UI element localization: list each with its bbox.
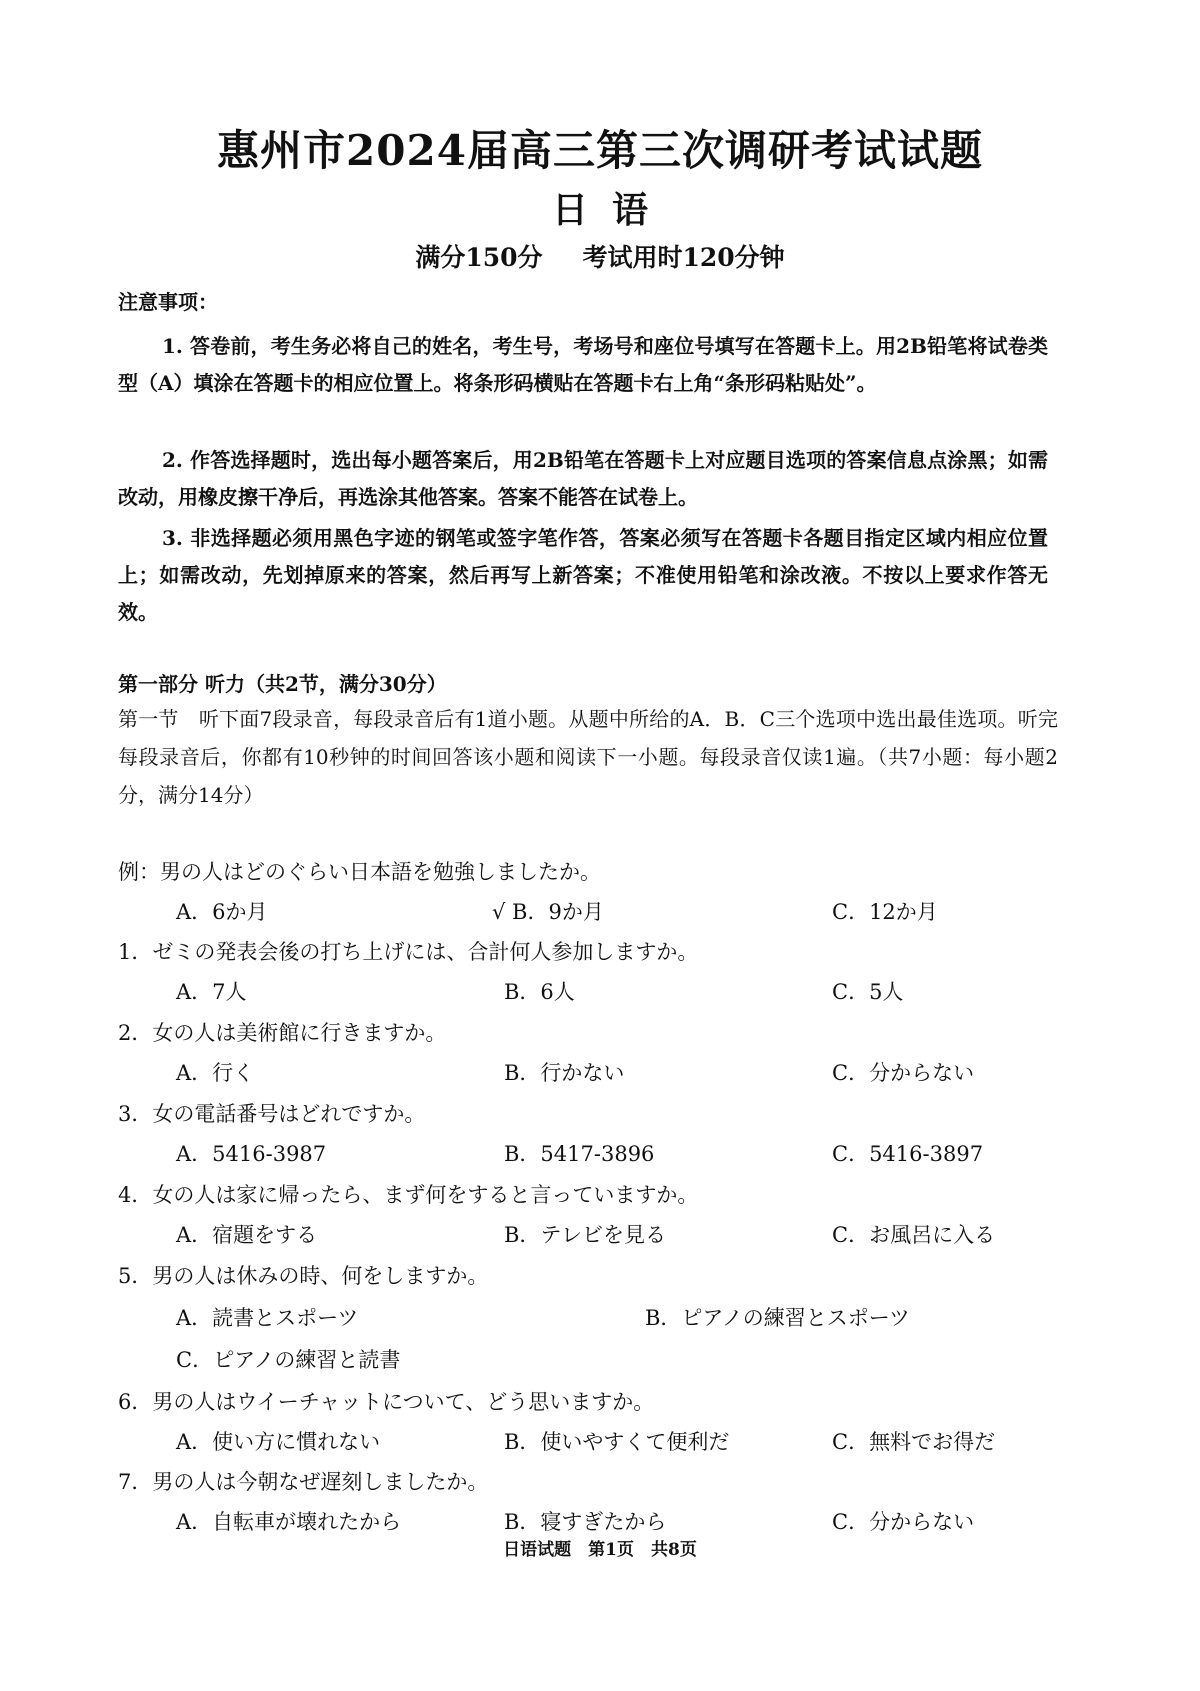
question-4-option-a: A．宿題をする [176, 1223, 318, 1247]
example-option-b: √ B．9か月 [492, 900, 604, 924]
notice-item-3: 3. 非选择题必须用黑色字迹的钢笔或签字笔作答，答案必须写在答题卡各题目指定区域内相应位置上；如需改动，先划掉原来的答案，然后再写上新答案；不准使用铅笔和涂改液。不按以上要求作答无效。 [118, 526, 1048, 624]
question-2: 2．女の人は美術館に行きますか。 [118, 1021, 447, 1045]
notice-item-2: 2. 作答选择题时，选出每小题答案后，用2B铅笔在答题卡上对应题目选项的答案信息点涂黑；如需改动，用橡皮擦干净后，再选涂其他答案。答案不能答在试卷上。 [118, 448, 1048, 509]
question-3: 3．女の電話番号はどれですか。 [118, 1102, 426, 1126]
question-7-option-c: C．分からない [832, 1510, 975, 1534]
question-3-option-a: A．5416-3987 [176, 1142, 327, 1166]
question-5-option-a: A．読書とスポーツ [176, 1306, 359, 1330]
question-5-option-c: C．ピアノの練習と読書 [176, 1348, 401, 1372]
example-option-a: A．6か月 [176, 900, 268, 924]
question-2-option-b: B．行かない [504, 1061, 625, 1085]
question-6-option-b: B．使いやすくて便利だ [504, 1430, 730, 1454]
question-3-option-b: B．5417-3896 [504, 1142, 655, 1166]
subject-title: 日语 [551, 189, 672, 231]
question-6-option-c: C．無料でお得だ [832, 1430, 996, 1454]
question-4-option-b: B．テレビを見る [504, 1223, 667, 1247]
question-7-option-b: B．寝すぎたから [504, 1510, 667, 1534]
question-4-option-c: C．お風呂に入る [832, 1223, 996, 1247]
question-6: 6．男の人はウイーチャットについて、どう思いますか。 [118, 1390, 655, 1414]
notice-heading: 注意事项： [118, 290, 218, 314]
part-heading: 第一部分 听力（共2节，满分30分） [118, 672, 447, 696]
section-instructions: 第一节 听下面7段录音，每段录音后有1道小题。从题中所给的A．B．C三个选项中选出最佳选项。听完每段录音后，你都有10秒钟的时间回答该小题和阅读下一小题。每段录音仅读1遍。（共7小题：每小题2分，满分14分） [118, 707, 1058, 807]
full-score: 满分150分 [415, 243, 543, 272]
score-line [0, 238, 1200, 274]
question-5: 5．男の人は休みの時、何をしますか。 [118, 1264, 489, 1288]
question-1-option-c: C．5人 [832, 980, 904, 1004]
notice-item-1: 1. 答卷前，考生务必将自己的姓名，考生号，考场号和座位号填写在答题卡上。用2B铅笔将试卷类型（A）填涂在答题卡的相应位置上。将条形码横贴在答题卡右上角“条形码粘贴处”。 [118, 334, 1048, 395]
question-2-option-a: A．行く [176, 1061, 255, 1085]
question-7-option-a: A．自転車が壊れたから [176, 1510, 402, 1534]
exam-title: 惠州市2024届高三第三次调研考试试题 [217, 126, 983, 175]
example-option-c: C．12か月 [832, 900, 938, 924]
page-footer: 日语试题 第1页 共8页 [503, 1540, 697, 1560]
question-2-option-c: C．分からない [832, 1061, 975, 1085]
question-1-option-b: B．6人 [504, 980, 575, 1004]
question-4: 4．女の人は家に帰ったら、まず何をすると言っていますか。 [118, 1183, 699, 1207]
question-6-option-a: A．使い方に慣れない [176, 1430, 381, 1454]
question-5-option-b: B．ピアノの練習とスポーツ [645, 1306, 910, 1330]
question-7: 7．男の人は今朝なぜ遅刻しましたか。 [118, 1470, 489, 1494]
question-1: 1．ゼミの発表会後の打ち上げには、合計何人参加しますか。 [118, 940, 699, 964]
question-3-option-c: C．5416-3897 [832, 1142, 984, 1166]
exam-duration: 考试用时120分钟 [582, 243, 785, 272]
question-1-option-a: A．7人 [176, 980, 247, 1004]
example-question: 例：男の人はどのぐらい日本語を勉強しましたか。 [118, 860, 601, 884]
